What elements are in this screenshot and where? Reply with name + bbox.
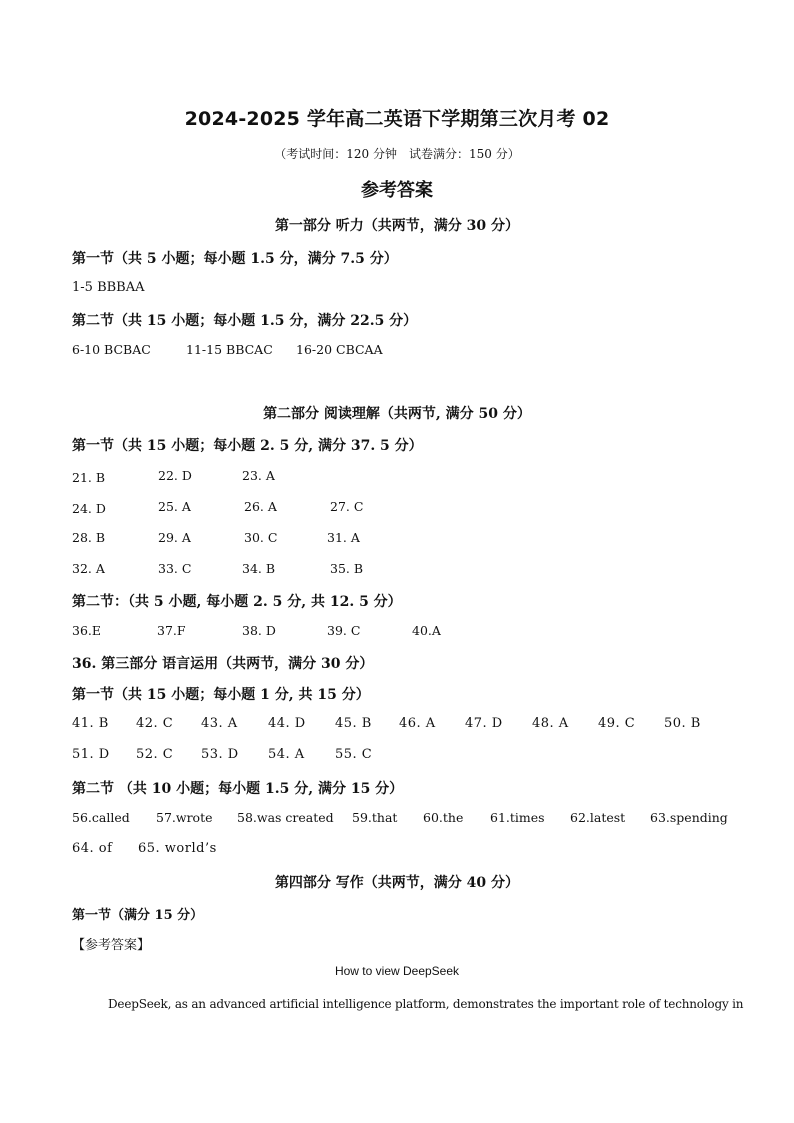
answer-row [72, 747, 722, 765]
answer-group: 16-20 CBCAA [296, 342, 383, 357]
answer-item: 48. A [532, 716, 569, 731]
answer-item: 35. B [330, 561, 364, 576]
answer-row [72, 561, 472, 579]
answer-item: 23. A [242, 468, 275, 483]
part1-sec1-heading: 第一节（共 5 小题；每小题 1.5 分，满分 7.5 分） [72, 251, 398, 267]
answer-item: 44. D [268, 716, 306, 731]
answer-item: 62.latest [570, 810, 626, 825]
answer-item: 29. A [158, 530, 191, 545]
answer-item: 42. C [136, 716, 174, 731]
answer-item: 39. C [327, 623, 361, 638]
answer-row [72, 468, 472, 486]
answer-item: 50. B [664, 716, 701, 731]
answer-item: 54. A [268, 747, 305, 762]
answer-row [72, 623, 472, 641]
part1-sec1-answers: 1-5 BBBAA [72, 280, 145, 295]
answer-item: 64. of [72, 841, 113, 856]
answer-item: 61.times [490, 810, 545, 825]
answer-item: 36.E [72, 623, 102, 638]
part4-heading: 第四部分 写作（共两节，满分 40 分） [274, 875, 520, 891]
answer-item: 60.the [423, 810, 464, 825]
answer-item: 37.F [157, 623, 186, 638]
answer-row [72, 841, 372, 859]
answer-item: 63.spending [650, 810, 728, 825]
answer-item: 21. B [72, 470, 106, 485]
answer-row [72, 716, 722, 734]
reference-answer-label: 【参考答案】 [72, 938, 151, 953]
answer-row [72, 499, 472, 517]
essay-title: How to view DeepSeek [334, 964, 460, 978]
answer-item: 26. A [244, 499, 277, 514]
answer-item: 52. C [136, 747, 174, 762]
answer-item: 55. C [335, 747, 373, 762]
part2-sec2-heading: 第二节：（共 5 小题, 每小题 2. 5 分, 共 12. 5 分） [72, 594, 402, 610]
part4-sec1-heading: 第一节（满分 15 分） [72, 908, 204, 923]
answer-item: 34. B [242, 561, 276, 576]
answer-item: 46. A [399, 716, 436, 731]
answer-item: 59.that [352, 810, 398, 825]
part1-sec2-answers [72, 342, 472, 360]
answer-item: 65. world’s [138, 841, 217, 856]
answer-item: 49. C [598, 716, 636, 731]
answer-item: 24. D [72, 501, 106, 516]
answer-item: 38. D [242, 623, 276, 638]
page-title: 2024-2025 学年高二英语下学期第三次月考 02 [184, 108, 610, 130]
part3-heading: 36. 第三部分 语言运用（共两节，满分 30 分） [72, 656, 374, 672]
answer-row [72, 810, 732, 828]
answer-item: 25. A [158, 499, 191, 514]
answer-item: 32. A [72, 561, 105, 576]
answer-item: 22. D [158, 468, 192, 483]
answer-item: 43. A [201, 716, 238, 731]
answer-item: 45. B [335, 716, 372, 731]
answer-group: 6-10 BCBAC [72, 342, 151, 357]
part3-sec2-heading: 第二节 （共 10 小题；每小题 1.5 分, 满分 15 分） [72, 781, 404, 797]
answer-item: 27. C [330, 499, 364, 514]
answer-item: 47. D [465, 716, 503, 731]
answer-item: 51. D [72, 747, 110, 762]
answer-item: 40.A [412, 623, 441, 638]
exam-info: （考试时间：120 分钟 试卷满分：150 分） [274, 147, 520, 161]
part2-sec1-heading: 第一节（共 15 小题；每小题 2. 5 分, 满分 37. 5 分） [72, 438, 423, 454]
essay-paragraph: DeepSeek, as an advanced artificial intelligence platform, demonstrates the important role of technology in [108, 997, 744, 1011]
answer-item: 56.called [72, 810, 130, 825]
answer-item: 28. B [72, 530, 106, 545]
answer-item: 41. B [72, 716, 109, 731]
answer-item: 58.was created [237, 810, 334, 825]
answer-item: 30. C [244, 530, 278, 545]
answer-item: 31. A [327, 530, 360, 545]
part1-heading: 第一部分 听力（共两节，满分 30 分） [274, 218, 520, 234]
part3-sec1-heading: 第一节（共 15 小题；每小题 1 分, 共 15 分） [72, 687, 370, 703]
part2-heading: 第二部分 阅读理解（共两节, 满分 50 分） [263, 406, 531, 422]
answer-item: 57.wrote [156, 810, 213, 825]
answer-item: 33. C [158, 561, 192, 576]
answer-group: 11-15 BBCAC [186, 342, 273, 357]
answer-item: 53. D [201, 747, 239, 762]
answer-row [72, 530, 472, 548]
part1-sec2-heading: 第二节（共 15 小题；每小题 1.5 分，满分 22.5 分） [72, 313, 418, 329]
answers-heading: 参考答案 [361, 180, 433, 201]
